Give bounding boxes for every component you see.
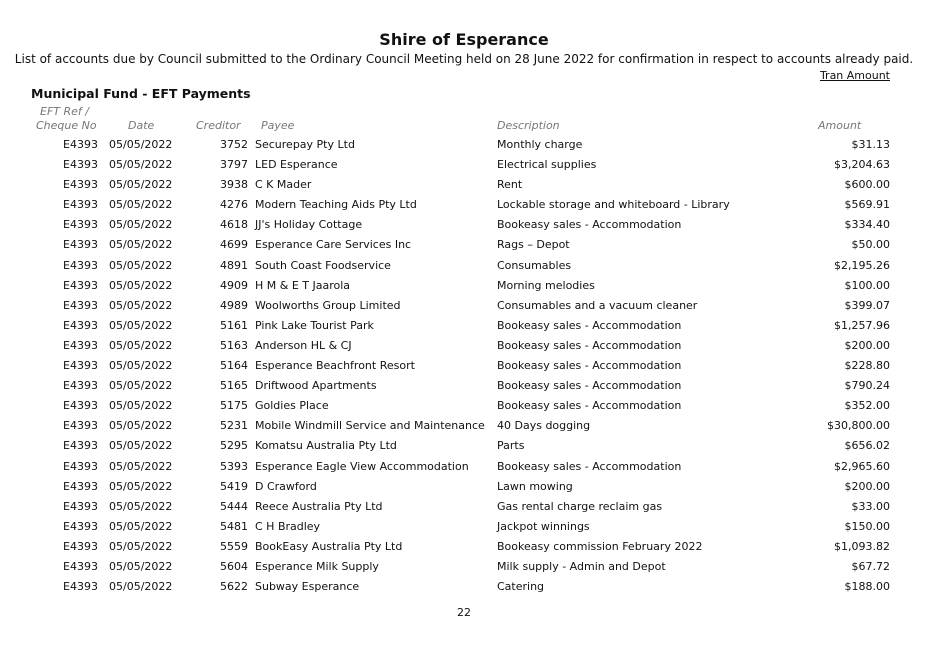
cell-payee: Driftwood Apartments (255, 379, 377, 393)
cell-ref: E4393 (63, 278, 98, 292)
cell-creditor: 5175 (220, 399, 248, 413)
cell-description: Consumables (497, 258, 572, 272)
cell-description: Bookeasy commission February 2022 (497, 539, 703, 553)
cell-ref: E4393 (63, 439, 98, 453)
cell-creditor: 5165 (220, 379, 248, 393)
cell-date: 05/05/2022 (109, 338, 173, 352)
column-header-ref-line2: Cheque No (36, 119, 97, 132)
page-number: 22 (457, 606, 471, 619)
cell-amount: $600.00 (844, 178, 890, 192)
cell-amount: $200.00 (844, 479, 890, 493)
cell-date: 05/05/2022 (109, 138, 173, 151)
cell-creditor: 5295 (220, 439, 248, 453)
section-title: Municipal Fund - EFT Payments (31, 86, 251, 101)
cell-ref: E4393 (63, 559, 98, 573)
table-row (0, 457, 928, 477)
cell-date: 05/05/2022 (109, 218, 173, 232)
cell-date: 05/05/2022 (109, 399, 173, 413)
cell-amount: $31.13 (851, 138, 890, 151)
cell-date: 05/05/2022 (109, 519, 173, 533)
cell-amount: $334.40 (844, 218, 890, 232)
cell-creditor: 5481 (220, 519, 248, 533)
cell-amount: $2,195.26 (834, 258, 890, 272)
cell-amount: $100.00 (844, 278, 890, 292)
cell-description: Jackpot winnings (497, 519, 590, 533)
table-row (0, 376, 928, 396)
column-header-ref-line1: EFT Ref / (40, 105, 89, 118)
cell-description: 40 Days dogging (497, 419, 591, 433)
cell-amount: $200.00 (844, 338, 890, 352)
cell-description: Lawn mowing (497, 479, 573, 493)
cell-date: 05/05/2022 (109, 559, 173, 573)
cell-description: Rags – Depot (497, 238, 570, 252)
cell-amount: $50.00 (851, 238, 890, 252)
cell-date: 05/05/2022 (109, 318, 173, 332)
cell-ref: E4393 (63, 178, 98, 192)
cell-amount: $188.00 (844, 580, 890, 594)
cell-creditor: 5444 (220, 499, 248, 513)
table-row (0, 517, 928, 537)
cell-creditor: 4699 (220, 238, 248, 252)
cell-payee: Securepay Pty Ltd (255, 138, 355, 151)
cell-date: 05/05/2022 (109, 539, 173, 553)
column-header-amount: Amount (818, 119, 862, 132)
cell-payee: LED Esperance (255, 158, 338, 172)
column-header-description: Description (497, 119, 560, 132)
cell-payee: Esperance Beachfront Resort (255, 359, 415, 373)
cell-date: 05/05/2022 (109, 298, 173, 312)
cell-amount: $3,204.63 (834, 158, 890, 172)
cell-amount: $67.72 (851, 559, 890, 573)
cell-creditor: 3938 (220, 178, 248, 192)
column-header-date: Date (128, 119, 155, 132)
cell-ref: E4393 (63, 580, 98, 594)
cell-amount: $399.07 (844, 298, 890, 312)
table-row (0, 577, 928, 597)
cell-creditor: 4909 (220, 278, 248, 292)
column-header-payee: Payee (261, 119, 295, 132)
cell-payee: Mobile Windmill Service and Maintenance (255, 419, 485, 433)
tran-amount-label: Tran Amount (819, 69, 890, 82)
cell-creditor: 4989 (220, 298, 248, 312)
cell-date: 05/05/2022 (109, 439, 173, 453)
cell-creditor: 5559 (220, 539, 248, 553)
cell-ref: E4393 (63, 138, 98, 151)
cell-ref: E4393 (63, 379, 98, 393)
cell-payee: D Crawford (255, 479, 317, 493)
cell-amount: $228.80 (844, 359, 890, 373)
table-row (0, 336, 928, 356)
cell-payee: Anderson HL & CJ (255, 338, 352, 352)
cell-creditor: 4276 (220, 198, 248, 212)
cell-description: Rent (497, 178, 523, 192)
cell-date: 05/05/2022 (109, 459, 173, 473)
cell-payee: C K Mader (255, 178, 312, 192)
table-row (0, 155, 928, 175)
cell-description: Electrical supplies (497, 158, 597, 172)
table-row (0, 396, 928, 416)
cell-date: 05/05/2022 (109, 278, 173, 292)
table-row (0, 195, 928, 215)
cell-date: 05/05/2022 (109, 158, 173, 172)
cell-ref: E4393 (63, 258, 98, 272)
cell-payee: Pink Lake Tourist Park (255, 318, 374, 332)
cell-payee: H M & E T Jaarola (255, 278, 351, 292)
cell-ref: E4393 (63, 238, 98, 252)
cell-payee: Esperance Milk Supply (255, 559, 379, 573)
cell-amount: $33.00 (851, 499, 890, 513)
table-row (0, 316, 928, 336)
cell-payee: Goldies Place (255, 399, 329, 413)
cell-amount: $1,257.96 (834, 318, 890, 332)
cell-payee: Reece Australia Pty Ltd (255, 499, 383, 513)
cell-ref: E4393 (63, 318, 98, 332)
cell-creditor: 4618 (220, 218, 248, 232)
cell-creditor: 4891 (220, 258, 248, 272)
cell-ref: E4393 (63, 459, 98, 473)
table-row (0, 235, 928, 255)
table-row (0, 296, 928, 316)
cell-amount: $569.91 (844, 198, 890, 212)
cell-amount: $352.00 (844, 399, 890, 413)
cell-description: Bookeasy sales - Accommodation (497, 399, 682, 413)
column-header-creditor: Creditor (196, 119, 241, 132)
cell-creditor: 5164 (220, 359, 248, 373)
cell-description: Bookeasy sales - Accommodation (497, 338, 682, 352)
cell-payee: Esperance Eagle View Accommodation (255, 459, 469, 473)
cell-creditor: 5231 (220, 419, 248, 433)
cell-creditor: 5622 (220, 580, 248, 594)
cell-amount: $1,093.82 (834, 539, 890, 553)
cell-description: Monthly charge (497, 138, 583, 151)
cell-date: 05/05/2022 (109, 198, 173, 212)
cell-payee: BookEasy Australia Pty Ltd (255, 539, 403, 553)
cell-description: Consumables and a vacuum cleaner (497, 298, 698, 312)
page-title: Shire of Esperance (379, 30, 549, 49)
table-row (0, 416, 928, 436)
cell-ref: E4393 (63, 359, 98, 373)
cell-date: 05/05/2022 (109, 238, 173, 252)
cell-ref: E4393 (63, 158, 98, 172)
cell-creditor: 5163 (220, 338, 248, 352)
cell-date: 05/05/2022 (109, 258, 173, 272)
cell-ref: E4393 (63, 298, 98, 312)
cell-date: 05/05/2022 (109, 359, 173, 373)
cell-date: 05/05/2022 (109, 379, 173, 393)
cell-payee: Esperance Care Services Inc (255, 238, 412, 252)
cell-description: Catering (497, 580, 545, 594)
cell-payee: Woolworths Group Limited (255, 298, 401, 312)
cell-amount: $656.02 (844, 439, 890, 453)
cell-amount: $150.00 (844, 519, 890, 533)
cell-ref: E4393 (63, 519, 98, 533)
cell-creditor: 5604 (220, 559, 248, 573)
cell-amount: $2,965.60 (834, 459, 890, 473)
cell-ref: E4393 (63, 399, 98, 413)
cell-description: Lockable storage and whiteboard - Library (497, 198, 730, 212)
table-row (0, 557, 928, 577)
cell-payee: C H Bradley (255, 519, 321, 533)
cell-date: 05/05/2022 (109, 419, 173, 433)
cell-date: 05/05/2022 (109, 499, 173, 513)
cell-description: Gas rental charge reclaim gas (497, 499, 663, 513)
cell-amount: $30,800.00 (827, 419, 890, 433)
cell-ref: E4393 (63, 198, 98, 212)
cell-description: Morning melodies (497, 278, 595, 292)
page-subtitle: List of accounts due by Council submitted to the Ordinary Council Meeting held on 28 June 2022 for confirmation in respect to accounts already paid. (14, 52, 914, 66)
cell-amount: $790.24 (844, 379, 890, 393)
cell-ref: E4393 (63, 479, 98, 493)
cell-creditor: 5161 (220, 318, 248, 332)
cell-description: Bookeasy sales - Accommodation (497, 379, 682, 393)
table-row (0, 537, 928, 557)
cell-payee: Komatsu Australia Pty Ltd (255, 439, 397, 453)
table-row (0, 477, 928, 497)
cell-date: 05/05/2022 (109, 479, 173, 493)
table-row (0, 356, 928, 376)
cell-creditor: 5419 (220, 479, 248, 493)
table-row (0, 497, 928, 517)
table-row (0, 436, 928, 456)
table-row (0, 135, 928, 155)
cell-payee: JJ's Holiday Cottage (255, 218, 363, 232)
table-row (0, 175, 928, 195)
cell-ref: E4393 (63, 218, 98, 232)
cell-payee: Modern Teaching Aids Pty Ltd (255, 198, 417, 212)
cell-ref: E4393 (63, 338, 98, 352)
cell-description: Bookeasy sales - Accommodation (497, 359, 682, 373)
table-row (0, 256, 928, 276)
cell-creditor: 3797 (220, 158, 248, 172)
cell-description: Milk supply - Admin and Depot (497, 559, 666, 573)
cell-creditor: 5393 (220, 459, 248, 473)
table-row (0, 276, 928, 296)
payments-table (0, 135, 928, 597)
cell-creditor: 3752 (220, 138, 248, 151)
cell-ref: E4393 (63, 539, 98, 553)
cell-date: 05/05/2022 (109, 580, 173, 594)
cell-payee: Subway Esperance (255, 580, 360, 594)
cell-description: Bookeasy sales - Accommodation (497, 459, 682, 473)
cell-payee: South Coast Foodservice (255, 258, 391, 272)
cell-description: Bookeasy sales - Accommodation (497, 218, 682, 232)
cell-ref: E4393 (63, 499, 98, 513)
table-row (0, 215, 928, 235)
cell-date: 05/05/2022 (109, 178, 173, 192)
cell-ref: E4393 (63, 419, 98, 433)
cell-description: Bookeasy sales - Accommodation (497, 318, 682, 332)
cell-description: Parts (497, 439, 525, 453)
